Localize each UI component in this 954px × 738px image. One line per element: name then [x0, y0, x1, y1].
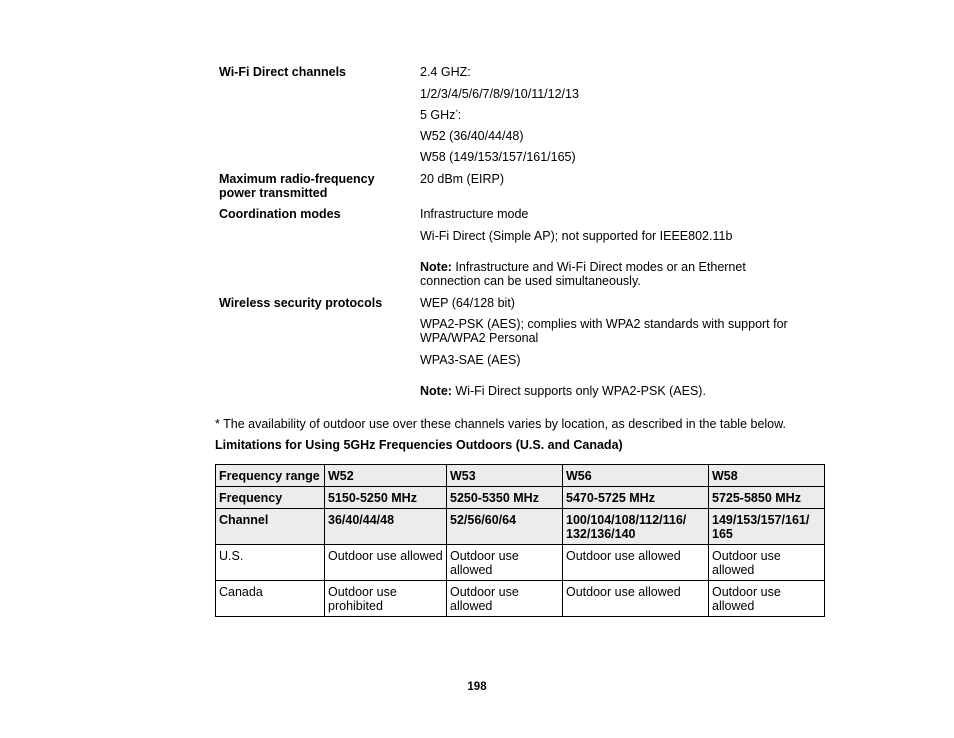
table-row-channel — [216, 509, 825, 545]
spec-value-5ghz-suffix: : — [457, 108, 462, 122]
spec-label-security-protocols: Wireless security protocols — [219, 296, 383, 310]
table-row-frequency — [216, 487, 825, 509]
spec-value-5ghz-text: 5 GHz — [420, 108, 456, 122]
spec-label-coordination-modes: Coordination modes — [219, 207, 341, 221]
note-security — [420, 384, 820, 398]
table-cell: Outdoor use allowed — [709, 545, 825, 581]
table-cell: Outdoor use allowed — [447, 581, 563, 617]
footnote-marker: * — [455, 110, 458, 116]
table-cell: 5150-5250 MHz — [325, 487, 447, 509]
table-cell: W52 — [325, 465, 447, 487]
spec-value-wpa2 — [420, 317, 820, 345]
footnote: * The availability of outdoor use over these channels varies by location, as described in the table below. — [215, 417, 786, 431]
spec-label-max-rf-power-line1: Maximum radio-frequency — [219, 172, 375, 186]
table-cell: Outdoor use allowed — [563, 545, 709, 581]
table-cell: Outdoor use allowed — [563, 581, 709, 617]
table-cell: 149/153/157/161/ 165 — [709, 509, 825, 545]
limitations-table — [215, 464, 825, 617]
note-coordination — [420, 260, 820, 288]
spec-value-wep: WEP (64/128 bit) — [420, 296, 515, 310]
spec-value-infrastructure: Infrastructure mode — [420, 207, 529, 221]
table-cell: Outdoor use allowed — [325, 545, 447, 581]
table-cell: 5725-5850 MHz — [709, 487, 825, 509]
spec-label-max-rf-power — [219, 172, 409, 200]
spec-value-wpa2-line1: WPA2-PSK (AES); complies with WPA2 standards with support for — [420, 317, 788, 331]
spec-value-wpa2-line2: WPA/WPA2 Personal — [420, 331, 539, 345]
table-cell: 5250-5350 MHz — [447, 487, 563, 509]
table-cell: 36/40/44/48 — [325, 509, 447, 545]
table-cell: 5470-5725 MHz — [563, 487, 709, 509]
spec-value-wpa3: WPA3-SAE (AES) — [420, 353, 521, 367]
table-cell: Channel — [216, 509, 325, 545]
table-cell: Outdoor use allowed — [709, 581, 825, 617]
table-row-canada — [216, 581, 825, 617]
table-cell: U.S. — [216, 545, 325, 581]
table-cell: Outdoor use allowed — [447, 545, 563, 581]
table-cell: W58 — [709, 465, 825, 487]
note-label: Note: — [420, 384, 452, 398]
table-cell: Frequency range — [216, 465, 325, 487]
table-cell: 100/104/108/112/116/ 132/136/140 — [563, 509, 709, 545]
table-cell: W53 — [447, 465, 563, 487]
spec-value-max-rf-power: 20 dBm (EIRP) — [420, 172, 505, 186]
spec-value-24ghz-channels: 1/2/3/4/5/6/7/8/9/10/11/12/13 — [420, 87, 579, 101]
table-cell: W56 — [563, 465, 709, 487]
table-cell: Outdoor use prohibited — [325, 581, 447, 617]
table-row-us — [216, 545, 825, 581]
spec-label-wifi-direct-channels: Wi-Fi Direct channels — [219, 65, 346, 79]
note-coordination-line2: connection can be used simultaneously. — [420, 274, 641, 288]
table-row-header — [216, 465, 825, 487]
spec-label-max-rf-power-line2: power transmitted — [219, 186, 328, 200]
note-label: Note: — [420, 260, 452, 274]
spec-value-24ghz: 2.4 GHZ: — [420, 65, 471, 79]
spec-value-wifi-direct: Wi-Fi Direct (Simple AP); not supported for IEEE802.11b — [420, 229, 733, 243]
note-coordination-text1: Infrastructure and Wi-Fi Direct modes or an Ethernet — [451, 260, 746, 274]
note-coordination-line1 — [420, 260, 820, 274]
table-title: Limitations for Using 5GHz Frequencies Outdoors (U.S. and Canada) — [215, 438, 623, 452]
spec-value-w52: W52 (36/40/44/48) — [420, 129, 524, 143]
table-cell: 52/56/60/64 — [447, 509, 563, 545]
spec-value-w58: W58 (149/153/157/161/165) — [420, 150, 576, 164]
spec-value-5ghz — [420, 108, 820, 122]
table-cell: Frequency — [216, 487, 325, 509]
page-number: 198 — [467, 681, 487, 693]
table-cell: Canada — [216, 581, 325, 617]
note-security-text: Wi-Fi Direct supports only WPA2-PSK (AES). — [451, 384, 706, 398]
